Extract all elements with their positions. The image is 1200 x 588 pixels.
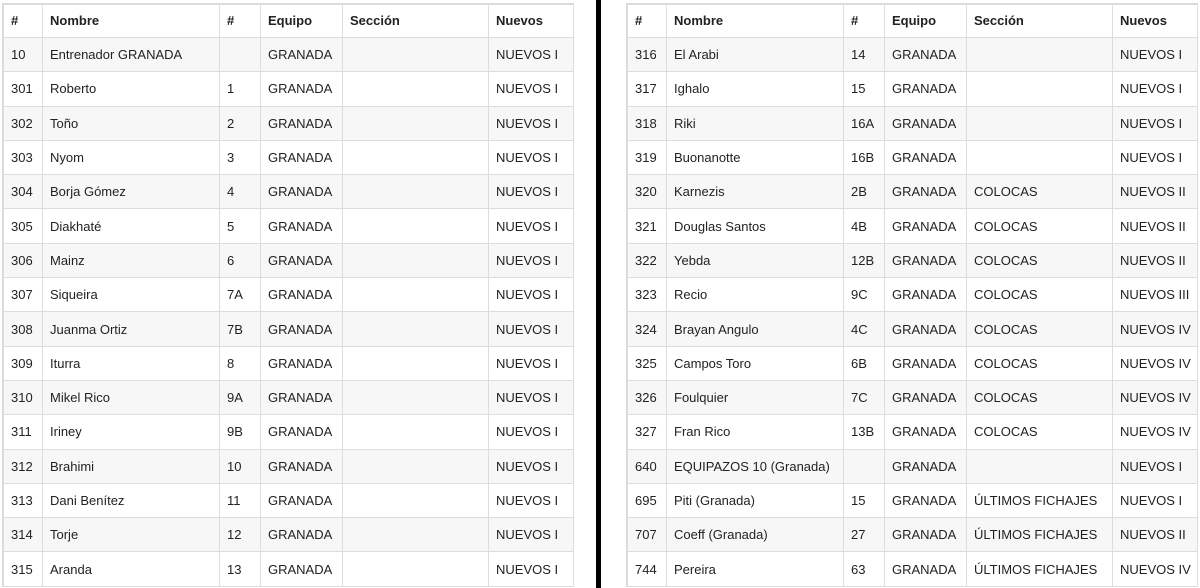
column-header-seccion: Sección (967, 5, 1113, 38)
cell-number: 63 (844, 552, 885, 586)
cell-id: 316 (628, 38, 667, 72)
cell-seccion (343, 106, 489, 140)
cell-nombre: Buonanotte (667, 140, 844, 174)
cell-id: 305 (4, 209, 43, 243)
cell-seccion (967, 38, 1113, 72)
cell-equipo: GRANADA (261, 415, 343, 449)
cell-number: 12 (220, 518, 261, 552)
cell-seccion: COLOCAS (967, 243, 1113, 277)
cell-id: 302 (4, 106, 43, 140)
cell-number: 9B (220, 415, 261, 449)
cell-number: 15 (844, 72, 885, 106)
table-row (4, 278, 574, 312)
cell-id: 319 (628, 140, 667, 174)
cell-nombre: Pereira (667, 552, 844, 586)
cell-number: 16B (844, 140, 885, 174)
cell-number: 16A (844, 106, 885, 140)
cell-seccion (343, 140, 489, 174)
cell-equipo: GRANADA (261, 483, 343, 517)
cell-id: 10 (4, 38, 43, 72)
column-header-nombre: Nombre (43, 5, 220, 38)
cell-id: 326 (628, 380, 667, 414)
cell-seccion: COLOCAS (967, 346, 1113, 380)
cell-seccion: COLOCAS (967, 380, 1113, 414)
cell-nuevos: NUEVOS I (489, 278, 574, 312)
cell-nombre: Borja Gómez (43, 175, 220, 209)
table-row (4, 38, 574, 72)
cell-nuevos: NUEVOS I (489, 243, 574, 277)
cell-seccion (343, 449, 489, 483)
left-table-panel (2, 3, 574, 587)
cell-equipo: GRANADA (261, 72, 343, 106)
cell-id: 695 (628, 483, 667, 517)
cell-equipo: GRANADA (261, 552, 343, 586)
cell-number: 6B (844, 346, 885, 380)
cell-equipo: GRANADA (885, 346, 967, 380)
cell-number: 5 (220, 209, 261, 243)
cell-equipo: GRANADA (261, 380, 343, 414)
cell-seccion (343, 415, 489, 449)
cell-number: 2 (220, 106, 261, 140)
table-row (628, 106, 1198, 140)
cell-id: 314 (4, 518, 43, 552)
cell-id: 310 (4, 380, 43, 414)
cell-number: 4B (844, 209, 885, 243)
column-header-id: # (628, 5, 667, 38)
cell-nuevos: NUEVOS IV (1113, 552, 1198, 586)
cell-nombre: Brayan Angulo (667, 312, 844, 346)
cell-id: 315 (4, 552, 43, 586)
cell-seccion (967, 140, 1113, 174)
cell-number (844, 449, 885, 483)
cell-id: 744 (628, 552, 667, 586)
cell-nombre: Torje (43, 518, 220, 552)
cell-nuevos: NUEVOS I (489, 175, 574, 209)
cell-equipo: GRANADA (261, 449, 343, 483)
cell-nombre: Nyom (43, 140, 220, 174)
cell-id: 322 (628, 243, 667, 277)
cell-nombre: EQUIPAZOS 10 (Granada) (667, 449, 844, 483)
cell-nuevos: NUEVOS I (1113, 72, 1198, 106)
table-row (4, 312, 574, 346)
cell-equipo: GRANADA (885, 449, 967, 483)
cell-seccion (343, 209, 489, 243)
table-row (4, 483, 574, 517)
cell-seccion: COLOCAS (967, 312, 1113, 346)
table-row (4, 449, 574, 483)
cell-nombre: Recio (667, 278, 844, 312)
cell-seccion (343, 380, 489, 414)
cell-equipo: GRANADA (885, 140, 967, 174)
cell-number: 4C (844, 312, 885, 346)
cell-nuevos: NUEVOS I (489, 209, 574, 243)
cell-nombre: Fran Rico (667, 415, 844, 449)
table-row (4, 415, 574, 449)
table-header-row (628, 5, 1198, 38)
table-row (628, 209, 1198, 243)
cell-nuevos: NUEVOS III (1113, 278, 1198, 312)
cell-number: 6 (220, 243, 261, 277)
cell-id: 306 (4, 243, 43, 277)
cell-seccion (343, 346, 489, 380)
cell-equipo: GRANADA (261, 106, 343, 140)
cell-nuevos: NUEVOS II (1113, 518, 1198, 552)
cell-id: 309 (4, 346, 43, 380)
cell-number: 12B (844, 243, 885, 277)
cell-seccion: ÚLTIMOS FICHAJES (967, 552, 1113, 586)
column-header-nuevos: Nuevos (489, 5, 574, 38)
cell-number: 10 (220, 449, 261, 483)
cell-equipo: GRANADA (261, 175, 343, 209)
cell-equipo: GRANADA (885, 175, 967, 209)
cell-nombre: El Arabi (667, 38, 844, 72)
cell-nuevos: NUEVOS I (1113, 483, 1198, 517)
cell-id: 311 (4, 415, 43, 449)
cell-id: 312 (4, 449, 43, 483)
cell-id: 320 (628, 175, 667, 209)
cell-nombre: Coeff (Granada) (667, 518, 844, 552)
cell-nuevos: NUEVOS I (489, 140, 574, 174)
cell-seccion (343, 518, 489, 552)
table-header-row (4, 5, 574, 38)
cell-id: 313 (4, 483, 43, 517)
cell-nuevos: NUEVOS II (1113, 175, 1198, 209)
cell-equipo: GRANADA (885, 38, 967, 72)
cell-nombre: Dani Benítez (43, 483, 220, 517)
cell-number: 8 (220, 346, 261, 380)
cell-number: 15 (844, 483, 885, 517)
cell-equipo: GRANADA (885, 518, 967, 552)
cell-id: 323 (628, 278, 667, 312)
table-row (628, 175, 1198, 209)
cell-equipo: GRANADA (885, 106, 967, 140)
cell-id: 307 (4, 278, 43, 312)
cell-nuevos: NUEVOS I (489, 380, 574, 414)
column-header-equipo: Equipo (261, 5, 343, 38)
table-row (4, 175, 574, 209)
table-row (4, 518, 574, 552)
column-header-equipo: Equipo (885, 5, 967, 38)
right-table (627, 4, 1198, 587)
table-row (628, 380, 1198, 414)
cell-equipo: GRANADA (261, 38, 343, 72)
cell-nombre: Ighalo (667, 72, 844, 106)
cell-number: 7C (844, 380, 885, 414)
cell-equipo: GRANADA (261, 346, 343, 380)
cell-nuevos: NUEVOS II (1113, 209, 1198, 243)
cell-nombre: Mainz (43, 243, 220, 277)
cell-equipo: GRANADA (885, 483, 967, 517)
table-row (4, 140, 574, 174)
cell-equipo: GRANADA (261, 243, 343, 277)
cell-equipo: GRANADA (885, 243, 967, 277)
cell-number: 13 (220, 552, 261, 586)
cell-nuevos: NUEVOS I (489, 346, 574, 380)
cell-nombre: Juanma Ortiz (43, 312, 220, 346)
table-row (4, 72, 574, 106)
cell-id: 301 (4, 72, 43, 106)
cell-nombre: Brahimi (43, 449, 220, 483)
cell-seccion: ÚLTIMOS FICHAJES (967, 483, 1113, 517)
column-header-nombre: Nombre (667, 5, 844, 38)
cell-nuevos: NUEVOS IV (1113, 380, 1198, 414)
cell-seccion (343, 552, 489, 586)
cell-seccion (343, 175, 489, 209)
cell-nombre: Diakhaté (43, 209, 220, 243)
cell-equipo: GRANADA (885, 380, 967, 414)
table-row (628, 552, 1198, 586)
cell-nombre: Karnezis (667, 175, 844, 209)
cell-number: 7B (220, 312, 261, 346)
column-header-nuevos: Nuevos (1113, 5, 1198, 38)
cell-id: 318 (628, 106, 667, 140)
panel-divider (596, 0, 601, 588)
cell-seccion (343, 243, 489, 277)
table-row (628, 346, 1198, 380)
cell-id: 707 (628, 518, 667, 552)
cell-id: 308 (4, 312, 43, 346)
cell-nuevos: NUEVOS I (1113, 38, 1198, 72)
table-row (628, 243, 1198, 277)
cell-id: 324 (628, 312, 667, 346)
cell-number: 1 (220, 72, 261, 106)
cell-seccion (967, 72, 1113, 106)
table-row (4, 209, 574, 243)
cell-seccion: COLOCAS (967, 415, 1113, 449)
cell-equipo: GRANADA (261, 209, 343, 243)
cell-nuevos: NUEVOS I (1113, 106, 1198, 140)
cell-equipo: GRANADA (261, 140, 343, 174)
cell-number: 3 (220, 140, 261, 174)
cell-nuevos: NUEVOS I (489, 72, 574, 106)
cell-nombre: Aranda (43, 552, 220, 586)
table-row (628, 483, 1198, 517)
cell-nombre: Iriney (43, 415, 220, 449)
cell-seccion: COLOCAS (967, 209, 1113, 243)
table-row (4, 552, 574, 586)
cell-id: 640 (628, 449, 667, 483)
left-table (3, 4, 574, 587)
column-header-seccion: Sección (343, 5, 489, 38)
cell-nuevos: NUEVOS I (489, 518, 574, 552)
cell-seccion: COLOCAS (967, 175, 1113, 209)
table-row (628, 415, 1198, 449)
right-table-panel (626, 3, 1198, 587)
cell-equipo: GRANADA (885, 72, 967, 106)
cell-nombre: Douglas Santos (667, 209, 844, 243)
cell-nuevos: NUEVOS I (489, 415, 574, 449)
column-header-number: # (220, 5, 261, 38)
cell-equipo: GRANADA (885, 278, 967, 312)
cell-equipo: GRANADA (885, 312, 967, 346)
table-row (628, 278, 1198, 312)
cell-nombre: Siqueira (43, 278, 220, 312)
cell-nuevos: NUEVOS I (489, 552, 574, 586)
cell-number: 9A (220, 380, 261, 414)
left-table-body (4, 38, 574, 587)
cell-number: 14 (844, 38, 885, 72)
column-header-id: # (4, 5, 43, 38)
cell-nombre: Iturra (43, 346, 220, 380)
cell-nuevos: NUEVOS IV (1113, 415, 1198, 449)
cell-nuevos: NUEVOS I (489, 312, 574, 346)
cell-nombre: Roberto (43, 72, 220, 106)
cell-nombre: Yebda (667, 243, 844, 277)
cell-equipo: GRANADA (261, 312, 343, 346)
cell-seccion (967, 106, 1113, 140)
cell-seccion: COLOCAS (967, 278, 1113, 312)
table-row (628, 72, 1198, 106)
cell-nuevos: NUEVOS I (1113, 449, 1198, 483)
cell-equipo: GRANADA (885, 209, 967, 243)
cell-nuevos: NUEVOS II (1113, 243, 1198, 277)
cell-nuevos: NUEVOS IV (1113, 312, 1198, 346)
cell-nombre: Entrenador GRANADA (43, 38, 220, 72)
cell-equipo: GRANADA (885, 415, 967, 449)
cell-number (220, 38, 261, 72)
column-header-number: # (844, 5, 885, 38)
cell-seccion (343, 483, 489, 517)
cell-id: 304 (4, 175, 43, 209)
table-row (628, 140, 1198, 174)
cell-id: 327 (628, 415, 667, 449)
cell-nuevos: NUEVOS I (489, 483, 574, 517)
cell-id: 303 (4, 140, 43, 174)
cell-number: 9C (844, 278, 885, 312)
cell-seccion (343, 38, 489, 72)
cell-equipo: GRANADA (261, 278, 343, 312)
cell-nombre: Piti (Granada) (667, 483, 844, 517)
cell-nombre: Foulquier (667, 380, 844, 414)
cell-number: 7A (220, 278, 261, 312)
table-row (4, 106, 574, 140)
cell-nombre: Campos Toro (667, 346, 844, 380)
table-row (628, 38, 1198, 72)
cell-number: 2B (844, 175, 885, 209)
cell-number: 13B (844, 415, 885, 449)
cell-nuevos: NUEVOS I (489, 38, 574, 72)
table-row (628, 449, 1198, 483)
cell-seccion (343, 312, 489, 346)
cell-id: 317 (628, 72, 667, 106)
cell-nombre: Riki (667, 106, 844, 140)
table-row (628, 518, 1198, 552)
cell-number: 27 (844, 518, 885, 552)
cell-nuevos: NUEVOS I (1113, 140, 1198, 174)
table-row (4, 243, 574, 277)
cell-id: 325 (628, 346, 667, 380)
right-table-body (628, 38, 1198, 587)
cell-nuevos: NUEVOS IV (1113, 346, 1198, 380)
table-row (628, 312, 1198, 346)
table-row (4, 380, 574, 414)
cell-nuevos: NUEVOS I (489, 449, 574, 483)
cell-number: 11 (220, 483, 261, 517)
cell-nuevos: NUEVOS I (489, 106, 574, 140)
cell-seccion (967, 449, 1113, 483)
cell-equipo: GRANADA (885, 552, 967, 586)
cell-equipo: GRANADA (261, 518, 343, 552)
cell-seccion (343, 278, 489, 312)
cell-id: 321 (628, 209, 667, 243)
table-row (4, 346, 574, 380)
cell-number: 4 (220, 175, 261, 209)
cell-nombre: Toño (43, 106, 220, 140)
cell-nombre: Mikel Rico (43, 380, 220, 414)
cell-seccion: ÚLTIMOS FICHAJES (967, 518, 1113, 552)
cell-seccion (343, 72, 489, 106)
